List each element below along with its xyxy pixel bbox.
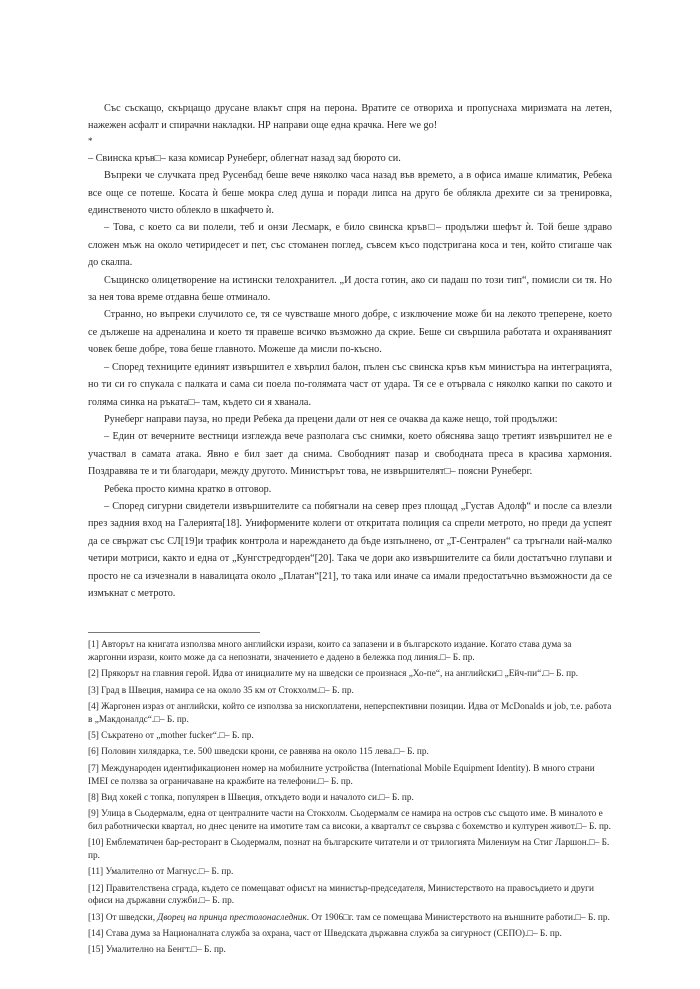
footnote: [12] Правителствена сграда, където се помещават офисът на министър-председателя, Министерството на правосъдието и други офиси на държавни служби.□– Б. пр.	[88, 883, 594, 907]
paragraph: Същинско олицетворение на истински телохранител. „И доста готин, ако си падаш по този тип“, помисли си тя. Но за нея това време отдавна беше отминало.	[88, 274, 612, 304]
paragraph: – Това, с което са ви полели, теб и онзи Лесмарк, е било свинска кръв□– продължи шефът ѝ. Той беше здраво сложен мъж на около четиридесет и пет, със стоманен поглед, съвсем късо подстригана коса и тен, който стигаше чак до скалпа.	[88, 222, 612, 269]
footnote: [3] Град в Швеция, намира се на около 35 км от Стокхолм.□– Б. пр.	[88, 685, 354, 696]
paragraph: Със съскащо, скърцащо друсане влакът спря на перона. Вратите се отвориха и пропуснаха миризмата на летен, нажежен асфалт и спирачни накладки. НР направи още една крачка. Here we go!	[88, 103, 612, 132]
paragraph: – Според техниците единият извършител е хвърлил балон, пълен със свинска кръв към министъра на интеграцията, но ти си го спукала с палката и сама си поела по-голямата част от удара. Тя се е отървала с няколко капки по сакото и голяма синка на ръката□– там, където си я хванала.	[88, 361, 612, 408]
footnote: [6] Половин хилядарка, т.е. 500 шведски крони, се равнява на около 115 лева.□– Б. пр.	[88, 747, 429, 758]
footnote: [7] Международен идентификационен номер на мобилните устройства (International Mobile Equipment Identity). В много страни IMEI се ползва за ограничаване на кражбите на телефони.□– Б. пр.	[88, 763, 595, 787]
paragraph: Странно, но въпреки случилото се, тя се чувстваше много добре, с изключение може би на лекото треперене, което се дължеше на адреналина и което тя правеше всичко възможно да скрие. Беше си свършила работата и охраняваният човек беше добре, това беше главното. Можеше да мисли по-късно.	[88, 309, 612, 356]
footnote	[88, 912, 612, 925]
footnote: [11] Умалително от Магнус.□– Б. пр.	[88, 867, 234, 878]
footnote: [8] Вид хокей с топка, популярен в Швеция, откъдето води и началото си.□– Б. пр.	[88, 792, 414, 803]
paragraph: – Според сигурни свидетели извършителите са побягнали на север през площад „Густав Адолф“ и после са влезли през задния вход на Галерията[18]. Униформените колеги от откритата полиция са спрели метрото, но преди да успеят да се свържат със СЛ[19]и трафик контрола и нареждането да бъде изпълнено, от „Т-Сентрален“ са тръгнали най-малко четири мотриси, както и една от „Кунгстредгорден“[20]. Така че дори ако извършителите са били достатъчно глупави и просто не са изчезнали в навалицата около „Платан“[21], то така или иначе са имали предостатъчно възможности да се измъкнат с метрото.	[88, 500, 612, 599]
paragraph: Ребека просто кимна кратко в отговор.	[104, 483, 272, 495]
footnotes	[88, 639, 612, 957]
scene-separator: *	[88, 135, 93, 146]
footnote: [4] Жаргонен израз от английски, който се използва за нископлатени, неперспективни позиции. Идва от McDonalds и job, т.е. работа в „Макдоналдс“.□– Б. пр.	[88, 702, 612, 725]
footnote-italic-title: Дворец на принца престолонаследник	[157, 912, 307, 923]
paragraph: – Свинска кръв□– каза комисар Рунеберг, облегнат назад зад бюрото си.	[88, 152, 401, 164]
footnote: [2] Прякорът на главния герой. Идва от инициалите му на шведски се произнася „Хо-пе“, на английски□ „Ейч-пи“.□– Б. пр.	[88, 669, 579, 680]
footnote-tail: . От 1906□г. там се помещава Министерството на външните работи.□– Б. пр.	[306, 912, 610, 923]
footnote: [1] Авторът на книгата използва много английски изрази, които са запазени и в българското издание. Когато става дума за жаргонни изрази, които може да са непознати, значението е дадено в бележка под линия.□– Б. пр.	[88, 640, 572, 664]
footnote: [10] Емблематичен бар-ресторант в Сьодермалм, познат на българските читатели и от трилогията Милениум на Стиг Ларшон.□– Б. пр.	[88, 838, 610, 862]
footnote: [14] Става дума за Националната служба за охрана, част от Шведската държавна служба за сигурност (СЕПО).□– Б. пр.	[88, 929, 562, 940]
footnote: [5] Съкратено от „mother fucker“.□– Б. пр.	[88, 731, 254, 742]
paragraph: Рунеберг направи пауза, но преди Ребека да прецени дали от нея се очаква да каже нещо, той продължи:	[104, 413, 558, 425]
body-text	[88, 100, 612, 602]
footnote-lead: [13] От шведски,	[88, 912, 158, 923]
footnote: [9] Улица в Сьодермалм, една от централните части на Стокхолм. Сьодермалм се намира на остров със същото име. В миналото е бил работнически квартал, но днес цените на имотите там са високи, а кварталът се свързва с бохемство и културен живот.□– Б. пр.	[88, 809, 611, 832]
footnote-divider	[88, 632, 260, 633]
footnote: [15] Умалително на Бенгт.□– Б. пр.	[88, 945, 226, 956]
paragraph: Въпреки че случката пред Русенбад беше вече няколко часа назад във времето, а в офиса имаше климатик, Ребека все още се потеше. Косата ѝ беше мокра след душа и поради липса на друго бе облякла дрехите си за тренировка, единственото чисто облекло в шкафчето ѝ.	[88, 170, 612, 217]
paragraph: – Един от вечерните вестници изглежда вече разполага със снимки, което обяснява защо третият извършител не е участвал в самата атака. Явно е бил зает да снима. Свободният пазар и свободната преса в красива хармония. Поздравява те и ти благодари, между другото. Министърът това, не извършителят□– поясни Рунеберг.	[88, 431, 612, 478]
